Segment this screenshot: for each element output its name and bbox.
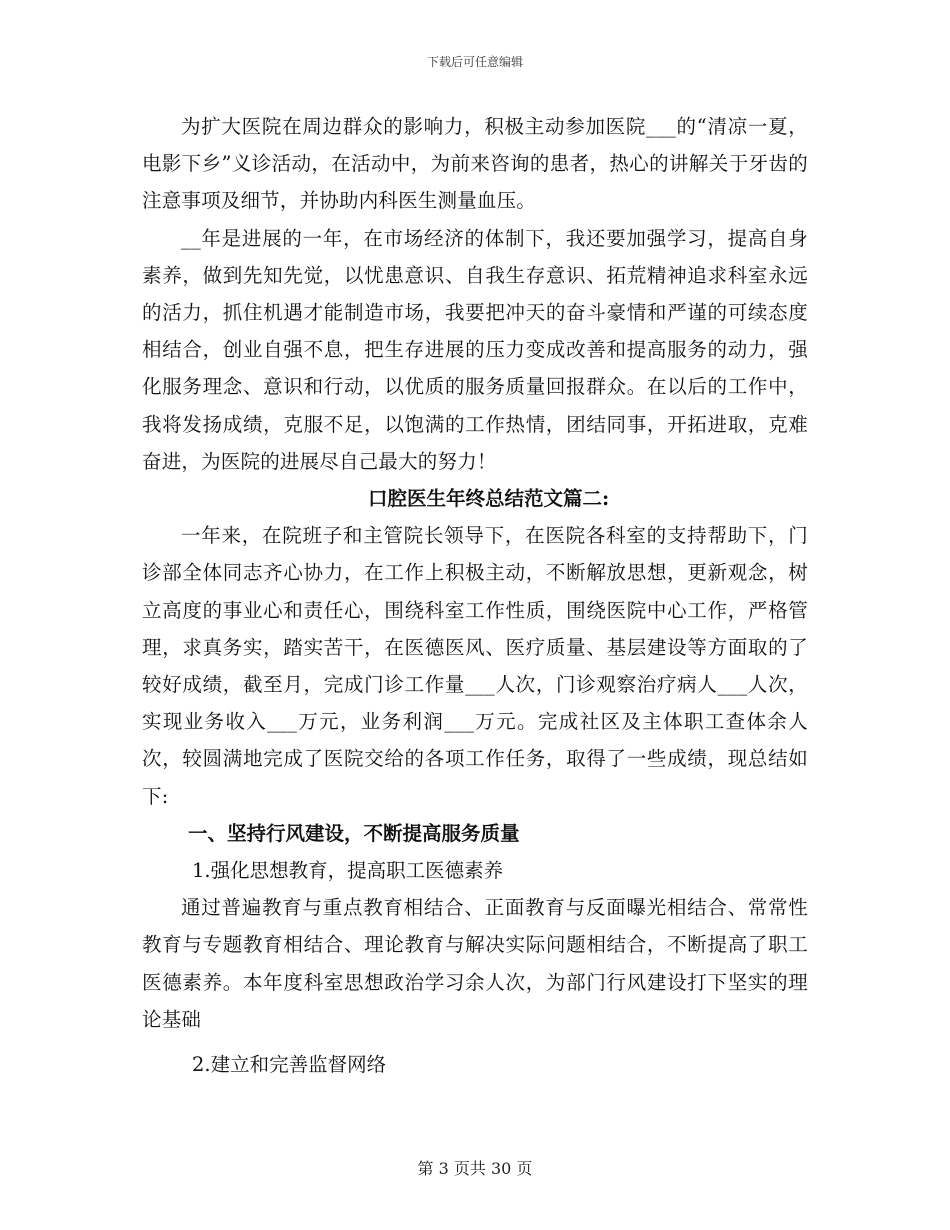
page-footer: 第 3 页共 30 页 — [417, 1159, 533, 1178]
paragraph-clinic-activity: 为扩大医院在周边群众的影响力，积极主动参加医院___的“清凉一夏，电影下乡”义诊活动，在活动中，为前来咨询的患者，热心的讲解关于牙齿的注意事项及细节，并协助内科医生测量血压。 — [142, 115, 808, 213]
subheading-education: 1.强化思想教育，提高职工医德素养 — [192, 859, 504, 883]
paragraph-year-plan: __年是进展的一年，在市场经济的体制下，我还要加强学习，提高自身素养，做到先知先觉，以忧患意识、自我生存意识、拓荒精神追求科室永远的活力，抓住机遇才能制造市场，我要把冲天的奋斗豪情和严谨的可续态度相结合，创业自强不息，把生存进展的压力变成改善和提高服务的动力，强化服务理念、意识和行动，以优质的服务质量回报群众。在以后的工作中，我将发扬成绩，克服不足，以饱满的工作热情，团结同事，开拓进取，克难奋进，为医院的进展尽自己最大的努力！ — [142, 226, 808, 473]
paragraph-year-review: 一年来，在院班子和主管院长领导下，在医院各科室的支持帮助下，门诊部全体同志齐心协力，在工作上积极主动，不断解放思想，更新观念，树立高度的事业心和责任心，围绕科室工作性质，围绕医院中心工作，严格管理，求真务实，踏实苦干，在医德医风、医疗质量、基层建设等方面取的了较好成绩，截至月，完成门诊工作量___人次，门诊观察治疗病人___人次，实现业务收入___万元，业务利润___万元。完成社区及主体职工查体余人次，较圆满地完成了医院交给的各项工作任务，取得了一些成绩，现总结如下: — [142, 524, 808, 808]
subheading-supervision: 2.建立和完善监督网络 — [192, 1053, 387, 1077]
document-body — [142, 108, 808, 1083]
paragraph-education: 通过普遍教育与重点教育相结合、正面教育与反面曝光相结合、常常性教育与专题教育相结合、理论教育与解决实际问题相结合，不断提高了职工医德素养。本年度科室思想政治学习余人次，为部门行风建设打下坚实的理论基础 — [142, 896, 808, 1031]
heading-conduct: 一、坚持行风建设，不断提高服务质量 — [188, 821, 520, 845]
section-title: 口腔医生年终总结范文篇二: — [368, 487, 610, 511]
page-header: 下载后可任意编辑 — [426, 55, 523, 69]
